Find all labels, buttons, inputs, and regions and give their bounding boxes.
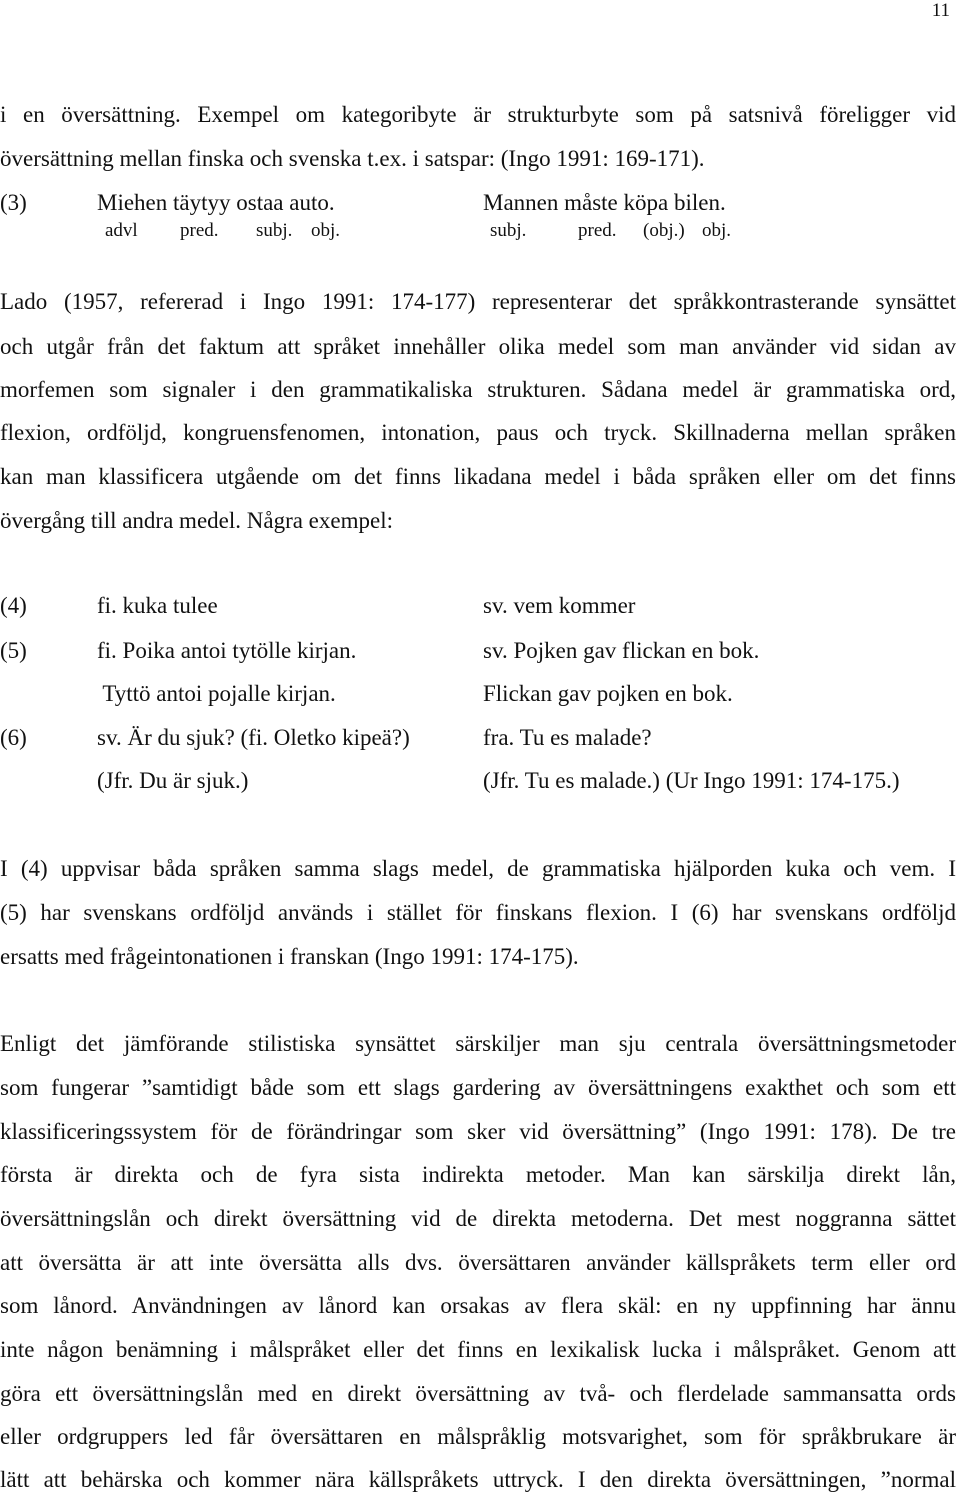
example-6-right: fra. Tu es malade? — [483, 725, 652, 750]
enligt-line-3: klassificeringssystem för de förändringar som sker vid översättning” (Ingo 1991: 178). De tre — [0, 1119, 956, 1144]
i4-line-3: ersatts med frågeintonationen i franskan (Ingo 1991: 174-175). — [0, 944, 579, 969]
intro-line-1: i en översättning. Exempel om kategoribyte är strukturbyte som på satsnivå föreligger vid — [0, 102, 956, 127]
tag-sv-subj: subj. — [490, 220, 527, 241]
i4-line-2: (5) har svenskans ordföljd används i stället för finskans flexion. I (6) har svenskans ordföljd — [0, 900, 956, 925]
example-4-number: (4) — [0, 593, 27, 618]
example-5-left: fi. Poika antoi tytölle kirjan. — [97, 638, 357, 663]
page-number: 11 — [931, 0, 950, 21]
enligt-line-8: inte någon benämning i målspråket eller det finns en lexikalisk lucka i målspråket. Genom att — [0, 1337, 956, 1362]
example-6b-right: (Jfr. Tu es malade.) (Ur Ingo 1991: 174-175.) — [483, 768, 900, 793]
tag-sv-obj-paren: (obj.) — [643, 220, 685, 241]
lado-line-4: flexion, ordföljd, kongruensfenomen, intonation, paus och tryck. Skillnaderna mellan språken — [0, 420, 956, 445]
lado-line-5: kan man klassificera utgående om det finns likadana medel i båda språken eller om det finns — [0, 464, 956, 489]
lado-line-1: Lado (1957, refererad i Ingo 1991: 174-177) representerar det språkkontrasterande synsättet — [0, 289, 956, 314]
enligt-line-9: göra ett översättningslån med en direkt översättning av två- och flerdelade sammansatta ords — [0, 1381, 956, 1406]
enligt-line-5: översättningslån och direkt översättning vid de direkta metoderna. Det mest noggranna sättet — [0, 1206, 956, 1231]
enligt-line-6: att översätta är att inte översätta alls dvs. översättaren använder källspråkets term eller ord — [0, 1250, 956, 1275]
tag-fi-advl: advl — [105, 220, 138, 241]
example-4-right: sv. vem kommer — [483, 593, 636, 618]
enligt-line-2: som fungerar ”samtidigt både som ett slags gardering av översättningens exakthet och som ett — [0, 1075, 956, 1100]
enligt-line-4: första är direkta och de fyra sista indirekta metoder. Man kan särskilja direkt lån, — [0, 1162, 956, 1187]
tag-sv-pred: pred. — [578, 220, 617, 241]
enligt-line-7: som lånord. Användningen av lånord kan orsakas av flera skäl: en ny uppfinning har ännu — [0, 1293, 956, 1318]
example-5-number: (5) — [0, 638, 27, 663]
tag-fi-subj: subj. — [256, 220, 293, 241]
tag-fi-obj: obj. — [311, 220, 341, 241]
tag-fi-pred: pred. — [180, 220, 219, 241]
example-4-left: fi. kuka tulee — [97, 593, 218, 618]
enligt-line-11: lätt att behärska och kommer nära källspråkets uttryck. I den direkta översättningen, ”normal — [0, 1467, 956, 1492]
example-6b-left: (Jfr. Du är sjuk.) — [97, 768, 249, 793]
intro-line-2: översättning mellan finska och svenska t.ex. i satspar: (Ingo 1991: 169-171). — [0, 146, 705, 171]
enligt-line-1: Enligt det jämförande stilistiska synsättet särskiljer man sju centrala översättningsmetoder — [0, 1031, 956, 1056]
tag-sv-obj: obj. — [702, 220, 732, 241]
lado-line-3: morfemen som signaler i den grammatikaliska strukturen. Sådana medel är grammatiska ord, — [0, 377, 956, 402]
example-3-number: (3) — [0, 190, 27, 215]
example-5-right: sv. Pojken gav flickan en bok. — [483, 638, 760, 663]
example-6-left: sv. Är du sjuk? (fi. Oletko kipeä?) — [97, 725, 410, 750]
example-5b-right: Flickan gav pojken en bok. — [483, 681, 733, 706]
example-6-number: (6) — [0, 725, 27, 750]
example-3-finnish: Miehen täytyy ostaa auto. — [97, 190, 335, 215]
lado-line-2: och utgår från det faktum att språket innehåller olika medel som man använder vid sidan av — [0, 334, 956, 359]
lado-line-6: övergång till andra medel. Några exempel: — [0, 508, 393, 533]
example-5b-left: Tyttö antoi pojalle kirjan. — [97, 681, 336, 706]
i4-line-1: I (4) uppvisar båda språken samma slags medel, de grammatiska hjälporden kuka och vem. I — [0, 856, 956, 881]
example-3-swedish: Mannen måste köpa bilen. — [483, 190, 726, 215]
enligt-line-10: eller ordgruppers led får översättaren en målspråklig motsvarighet, som för språkbrukare är — [0, 1424, 956, 1449]
